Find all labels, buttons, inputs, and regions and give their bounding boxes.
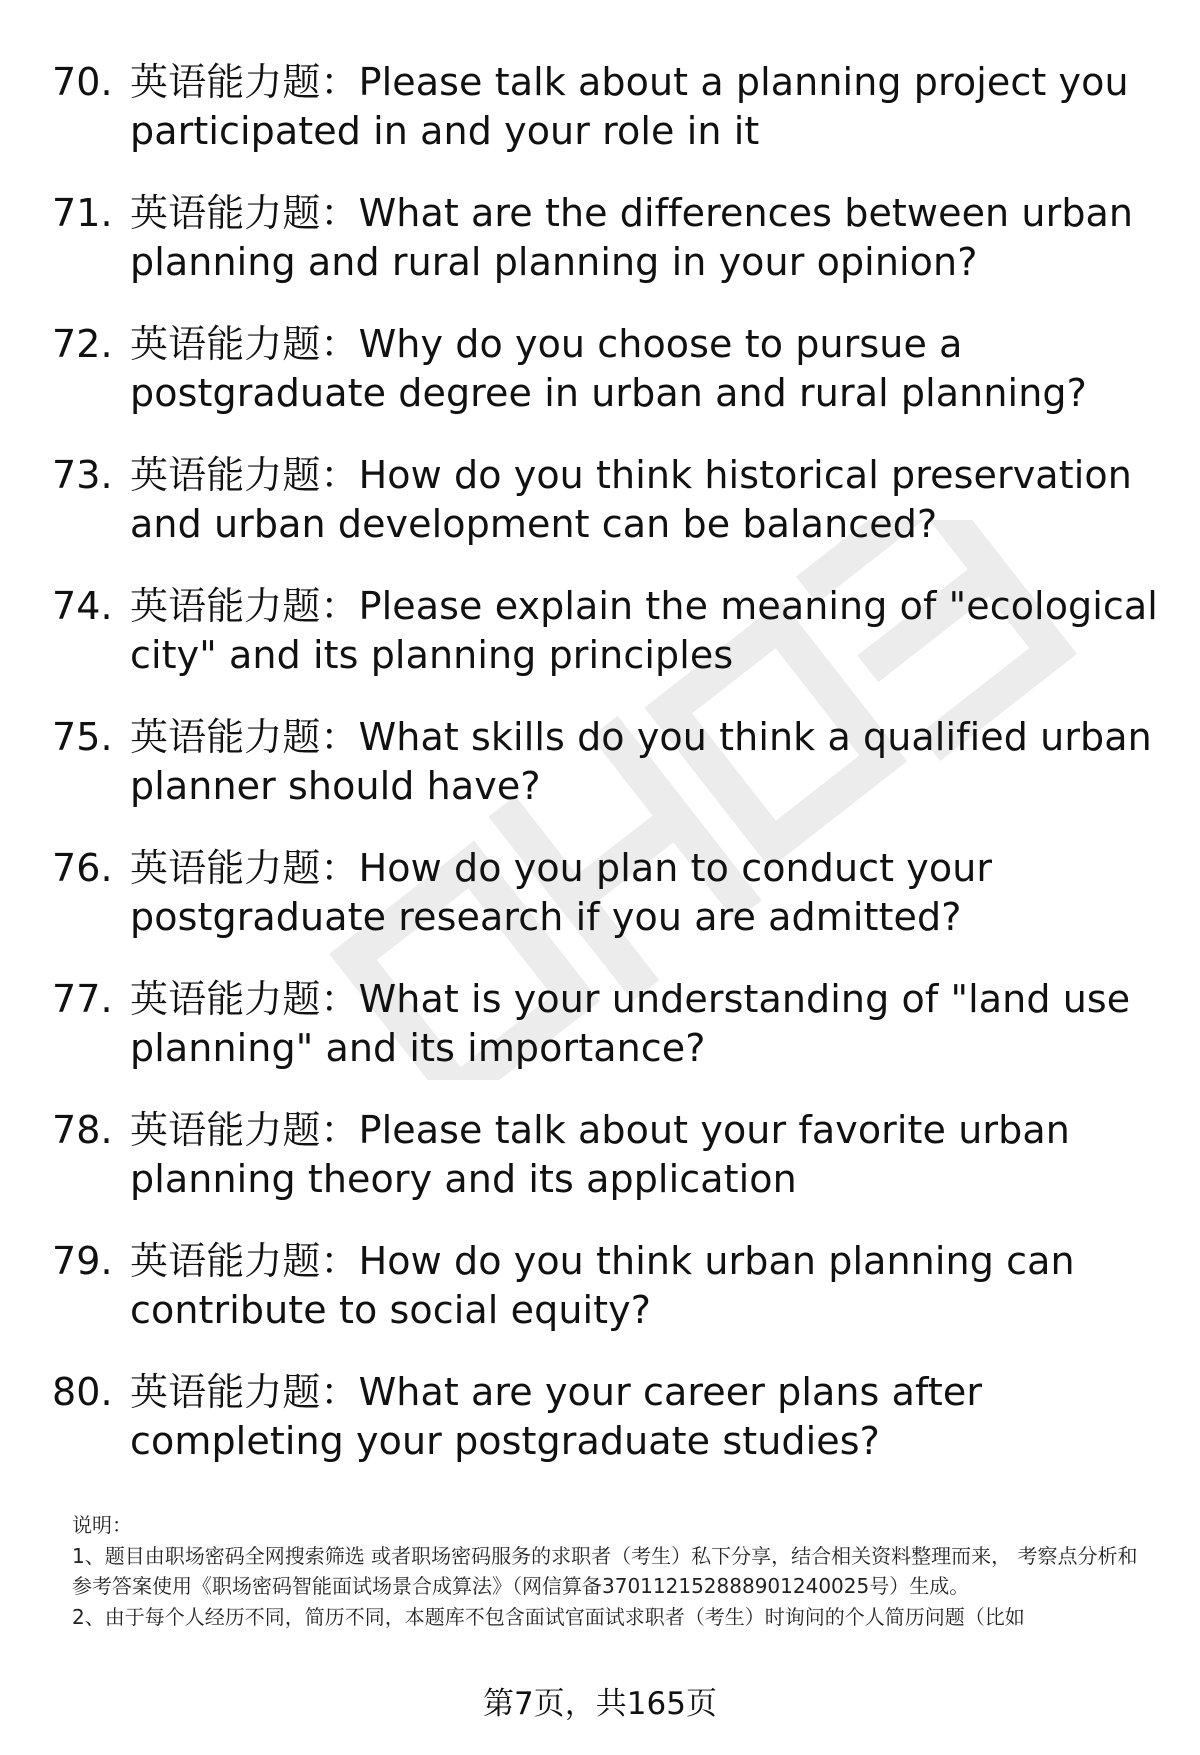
question-text: Please explain the meaning of "ecological city" and its planning principles — [130, 584, 1158, 677]
question-text: What is your understanding of "land use planning" and its importance? — [130, 977, 1131, 1070]
question-text: What skills do you think a qualified urban planner should have? — [130, 715, 1152, 808]
question-category: 英语能力题： — [130, 977, 359, 1021]
question-category: 英语能力题： — [130, 322, 359, 366]
question-text: Please talk about your favorite urban planning theory and its application — [130, 1108, 1070, 1201]
question-text: How do you think historical preservation and urban development can be balanced? — [130, 453, 1132, 546]
question-item — [52, 189, 1162, 286]
notes-item-2: 2、由于每个人经历不同，简历不同，本题库不包含面试官面试求职者（考生）时询问的个人简历问题（比如 — [72, 1604, 1025, 1629]
page-footer: 第7页，共165页 — [483, 1686, 717, 1722]
question-text: Why do you choose to pursue a postgraduate degree in urban and rural planning? — [130, 322, 1087, 415]
notes-heading: 说明： — [72, 1513, 132, 1537]
question-number: 77. — [52, 977, 113, 1021]
question-text: How do you plan to conduct your postgraduate research if you are admitted? — [130, 846, 993, 939]
question-list — [52, 58, 1162, 1499]
question-item — [52, 320, 1162, 417]
question-number: 76. — [52, 846, 113, 890]
question-item — [52, 975, 1162, 1072]
question-number: 70. — [52, 60, 113, 104]
question-number: 74. — [52, 584, 113, 628]
question-category: 英语能力题： — [130, 1239, 359, 1283]
question-number: 72. — [52, 322, 113, 366]
question-number: 75. — [52, 715, 113, 759]
question-number: 71. — [52, 191, 113, 235]
question-category: 英语能力题： — [130, 1370, 359, 1414]
question-item — [52, 451, 1162, 548]
notes-section — [72, 1510, 1152, 1632]
question-text: What are your career plans after completing your postgraduate studies? — [130, 1370, 983, 1463]
question-item — [52, 58, 1162, 155]
question-category: 英语能力题： — [130, 715, 359, 759]
question-item — [52, 1368, 1162, 1465]
question-category: 英语能力题： — [130, 846, 359, 890]
question-item — [52, 582, 1162, 679]
question-text: Please talk about a planning project you participated in and your role in it — [130, 60, 1129, 153]
question-item — [52, 1106, 1162, 1203]
question-category: 英语能力题： — [130, 453, 359, 497]
question-category: 英语能力题： — [130, 60, 359, 104]
question-number: 79. — [52, 1239, 113, 1283]
question-number: 73. — [52, 453, 113, 497]
question-item — [52, 713, 1162, 810]
question-text: How do you think urban planning can contribute to social equity? — [130, 1239, 1075, 1332]
question-number: 80. — [52, 1370, 113, 1414]
question-number: 78. — [52, 1108, 113, 1152]
question-category: 英语能力题： — [130, 191, 359, 235]
question-text: What are the differences between urban planning and rural planning in your opinion? — [130, 191, 1134, 284]
question-category: 英语能力题： — [130, 1108, 359, 1152]
question-category: 英语能力题： — [130, 584, 359, 628]
notes-item-1: 1、题目由职场密码全网搜索筛选 或者职场密码服务的求职者（考生）私下分享，结合相关资料整理而来， 考察点分析和参考答案使用《职场密码智能面试场景合成算法》（网信算备370112152888901240025号）生成。 — [72, 1543, 1138, 1598]
question-item — [52, 1237, 1162, 1334]
question-item — [52, 844, 1162, 941]
